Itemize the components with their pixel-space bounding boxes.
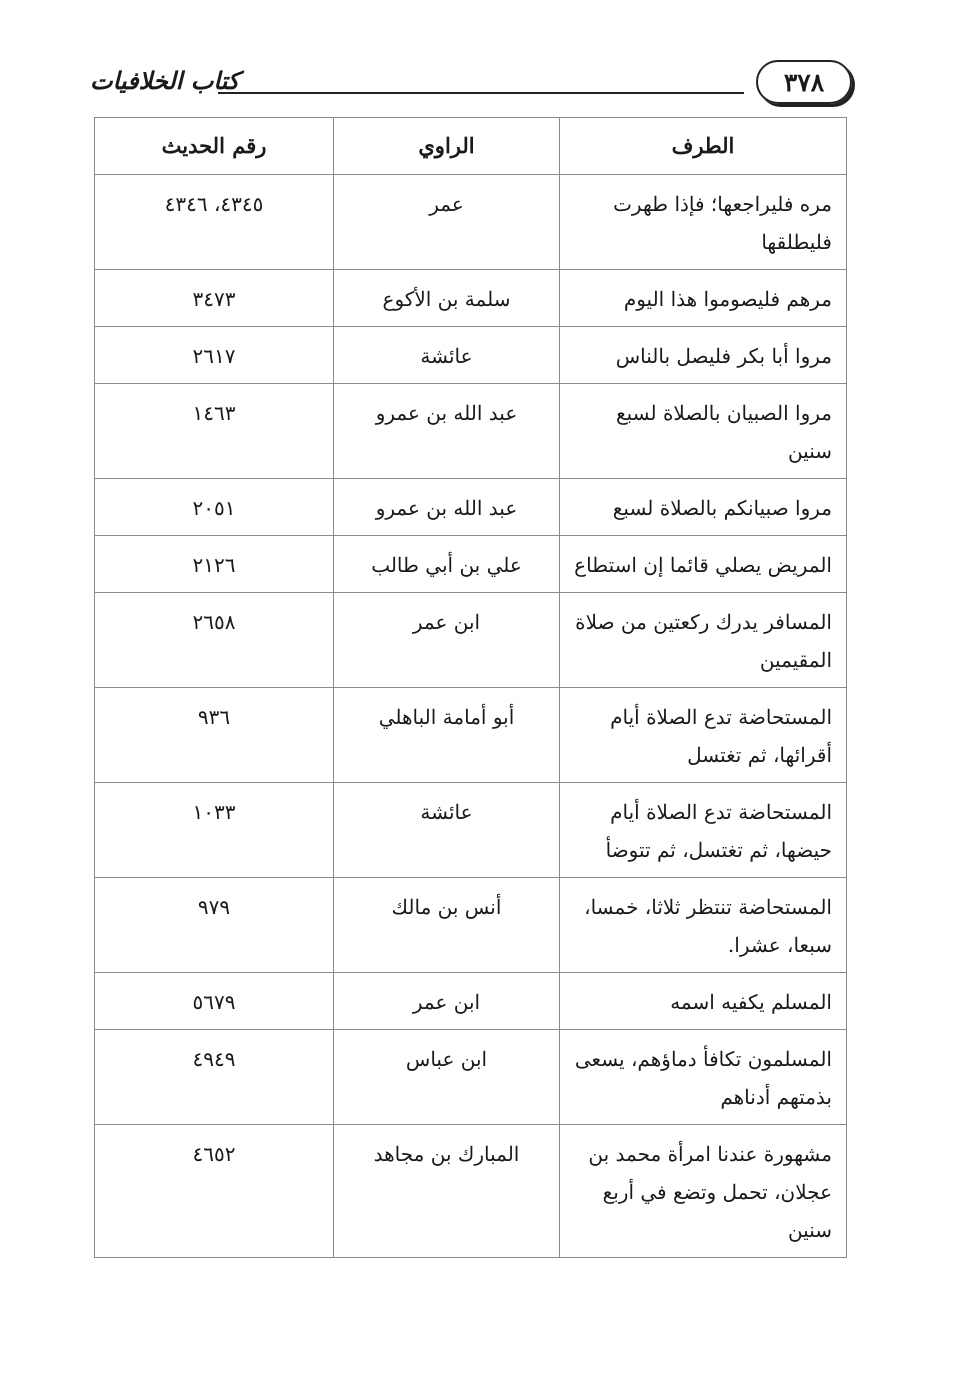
rawi-cell: المبارك بن مجاهد bbox=[334, 1125, 560, 1258]
hadith-number-cell: ٢٦٥٨ bbox=[95, 593, 334, 688]
hadith-number-cell: ٣٤٧٣ bbox=[95, 270, 334, 327]
table-row bbox=[95, 783, 847, 878]
hadith-number-cell: ٤٩٤٩ bbox=[95, 1030, 334, 1125]
column-header-number: رقم الحديث bbox=[95, 118, 334, 175]
hadith-number-cell: ٩٣٦ bbox=[95, 688, 334, 783]
tarf-cell: مره فليراجعها؛ فإذا طهرت فليطلقها bbox=[560, 175, 847, 270]
rawi-cell: عائشة bbox=[334, 783, 560, 878]
hadith-number-cell: ٢٠٥١ bbox=[95, 479, 334, 536]
rawi-cell: سلمة بن الأكوع bbox=[334, 270, 560, 327]
tarf-cell: المسلمون تكافأ دماؤهم، يسعى بذمتهم أدناهم bbox=[560, 1030, 847, 1125]
column-header-rawi: الراوي bbox=[334, 118, 560, 175]
page-number-badge: ٣٧٨ bbox=[756, 60, 852, 104]
rawi-cell: ابن عمر bbox=[334, 973, 560, 1030]
tarf-cell: مروا أبا بكر فليصل بالناس bbox=[560, 327, 847, 384]
rawi-cell: عائشة bbox=[334, 327, 560, 384]
tarf-cell: المستحاضة تنتظر ثلاثا، خمسا، سبعا، عشرا. bbox=[560, 878, 847, 973]
tarf-cell: مشهورة عندنا امرأة محمد بن عجلان، تحمل وتضع في أربع سنين bbox=[560, 1125, 847, 1258]
hadith-number-cell: ٥٦٧٩ bbox=[95, 973, 334, 1030]
hadith-number-cell: ١٤٦٣ bbox=[95, 384, 334, 479]
rawi-cell: عمر bbox=[334, 175, 560, 270]
table-row bbox=[95, 688, 847, 783]
rawi-cell: أنس بن مالك bbox=[334, 878, 560, 973]
hadith-number-cell: ٢١٢٦ bbox=[95, 536, 334, 593]
table-row bbox=[95, 593, 847, 688]
hadith-number-cell: ٤٣٤٥، ٤٣٤٦ bbox=[95, 175, 334, 270]
hadith-number-cell: ٩٧٩ bbox=[95, 878, 334, 973]
table-row bbox=[95, 878, 847, 973]
tarf-cell: مروا صبيانكم بالصلاة لسبع bbox=[560, 479, 847, 536]
hadith-index-table bbox=[94, 117, 847, 1258]
page-header bbox=[90, 56, 852, 108]
table-row bbox=[95, 270, 847, 327]
rawi-cell: عبد الله بن عمرو bbox=[334, 384, 560, 479]
tarf-cell: مرهم فليصوموا هذا اليوم bbox=[560, 270, 847, 327]
hadith-number-cell: ١٠٣٣ bbox=[95, 783, 334, 878]
table-row bbox=[95, 175, 847, 270]
table-row bbox=[95, 1030, 847, 1125]
table-header-row bbox=[95, 118, 847, 175]
table-row bbox=[95, 479, 847, 536]
book-title: كتاب الخلافيات bbox=[90, 66, 240, 95]
table-row bbox=[95, 327, 847, 384]
table-row bbox=[95, 973, 847, 1030]
table-row bbox=[95, 384, 847, 479]
rawi-cell: علي بن أبي طالب bbox=[334, 536, 560, 593]
header-rule bbox=[218, 92, 744, 94]
rawi-cell: أبو أمامة الباهلي bbox=[334, 688, 560, 783]
tarf-cell: المستحاضة تدع الصلاة أيام أقرائها، ثم تغتسل bbox=[560, 688, 847, 783]
tarf-cell: المسلم يكفيه اسمه bbox=[560, 973, 847, 1030]
tarf-cell: المريض يصلي قائما إن استطاع bbox=[560, 536, 847, 593]
rawi-cell: ابن عمر bbox=[334, 593, 560, 688]
tarf-cell: المستحاضة تدع الصلاة أيام حيضها، ثم تغتسل، ثم تتوضأ bbox=[560, 783, 847, 878]
column-header-tarf: الطرف bbox=[560, 118, 847, 175]
rawi-cell: عبد الله بن عمرو bbox=[334, 479, 560, 536]
tarf-cell: مروا الصبيان بالصلاة لسبع سنين bbox=[560, 384, 847, 479]
rawi-cell: ابن عباس bbox=[334, 1030, 560, 1125]
table-row bbox=[95, 536, 847, 593]
hadith-number-cell: ٢٦١٧ bbox=[95, 327, 334, 384]
tarf-cell: المسافر يدرك ركعتين من صلاة المقيمين bbox=[560, 593, 847, 688]
hadith-number-cell: ٤٦٥٢ bbox=[95, 1125, 334, 1258]
table-row bbox=[95, 1125, 847, 1258]
